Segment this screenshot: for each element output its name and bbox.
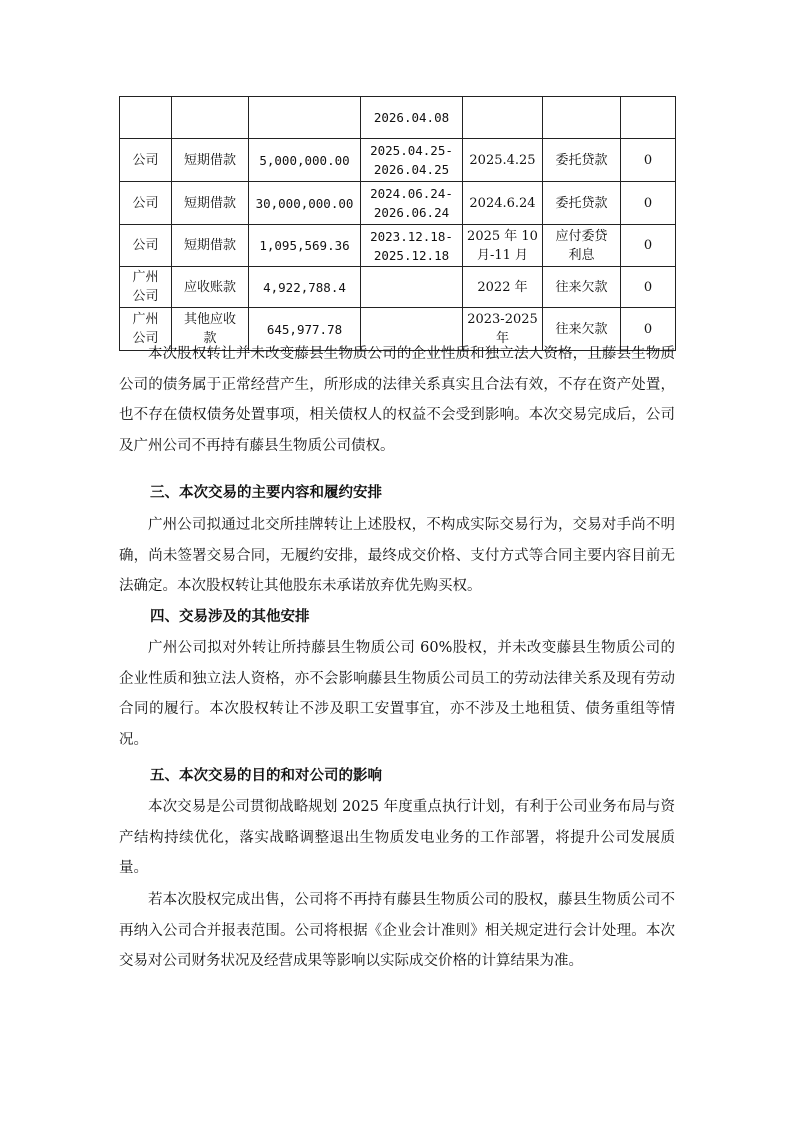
table-row <box>120 97 676 139</box>
table-cell-amount: 645,977.78 <box>249 308 361 351</box>
table-cell-value: 0 <box>621 267 676 308</box>
paragraph-purpose: 本次交易是公司贯彻战略规划 2025 年度重点执行计划，有利于公司业务布局与资产结构持续优化，落实战略调整退出生物质发电业务的工作部署，将提升公司发展质量。 <box>119 799 675 876</box>
table-cell-value <box>621 97 676 139</box>
table-cell-value: 0 <box>621 225 676 267</box>
table-cell-period: 2026.04.08 <box>361 97 463 139</box>
table-cell-party: 公司 <box>120 225 172 267</box>
table-cell-nature: 往来欠款 <box>543 308 621 351</box>
paragraph-transaction-content: 广州公司拟通过北交所挂牌转让上述股权，不构成实际交易行为，交易对手尚不明确，尚未签署交易合同，无履约安排，最终成交价格、支付方式等合同主要内容目前无法确定。本次股权转让其他股东未承诺放弃优先购买权。 <box>119 517 675 594</box>
paragraph-impact: 若本次股权完成出售，公司将不再持有藤县生物质公司的股权，藤县生物质公司不再纳入公司合并报表范围。公司将根据《企业会计准则》相关规定进行会计处理。本次交易对公司财务状况及经营成果等影响以实际成交价格的计算结果为准。 <box>119 892 675 969</box>
table-cell-amount: 1,095,569.36 <box>249 225 361 267</box>
table-cell-date: 2025 年 10 月-11 月 <box>463 225 543 267</box>
table-cell-nature: 应付委贷 利息 <box>543 225 621 267</box>
table-cell-item: 短期借款 <box>172 139 249 182</box>
section-heading-5: 五、本次交易的目的和对公司的影响 <box>150 768 382 784</box>
table-cell-party <box>120 97 172 139</box>
table-cell-value: 0 <box>621 182 676 225</box>
table-cell-date <box>463 97 543 139</box>
table-cell-nature: 委托贷款 <box>543 182 621 225</box>
table-cell-party: 广州 公司 <box>120 308 172 351</box>
table-cell-party: 公司 <box>120 139 172 182</box>
table-cell-period <box>361 267 463 308</box>
table-cell-amount: 4,922,788.4 <box>249 267 361 308</box>
table-cell-date: 2022 年 <box>463 267 543 308</box>
table-cell-party: 公司 <box>120 182 172 225</box>
debt-table <box>119 96 676 351</box>
table-row <box>120 225 676 267</box>
table-cell-value: 0 <box>621 308 676 351</box>
table-row <box>120 267 676 308</box>
table-cell-nature <box>543 97 621 139</box>
paragraph-debt-note: 本次股权转让并未改变藤县生物质公司的企业性质和独立法人资格，且藤县生物质公司的债务属于正常经营产生，所形成的法律关系真实且合法有效，不存在资产处置，也不存在债权债务处置事项，相关债权人的权益不会受到影响。本次交易完成后，公司及广州公司不再持有藤县生物质公司债权。 <box>119 346 675 454</box>
table-row <box>120 182 676 225</box>
section-heading-4: 四、交易涉及的其他安排 <box>150 609 310 625</box>
paragraph-other-arrangements: 广州公司拟对外转让所持藤县生物质公司 60%股权，并未改变藤县生物质公司的企业性质和独立法人资格，亦不会影响藤县生物质公司员工的劳动法律关系及现有劳动合同的履行。本次股权转让不涉及职工安置事宜，亦不涉及土地租赁、债务重组等情况。 <box>119 640 675 748</box>
table-cell-item: 应收账款 <box>172 267 249 308</box>
table-cell-nature: 往来欠款 <box>543 267 621 308</box>
table-cell-period: 2023.12.18- 2025.12.18 <box>361 225 463 267</box>
table-cell-date: 2023-2025 年 <box>463 308 543 351</box>
table-row <box>120 139 676 182</box>
table-cell-item: 短期借款 <box>172 182 249 225</box>
table-cell-party: 广州 公司 <box>120 267 172 308</box>
table-cell-amount: 30,000,000.00 <box>249 182 361 225</box>
table-cell-item <box>172 97 249 139</box>
table-cell-value: 0 <box>621 139 676 182</box>
section-heading-3: 三、本次交易的主要内容和履约安排 <box>150 485 382 501</box>
table-cell-period: 2024.06.24- 2026.06.24 <box>361 182 463 225</box>
table-cell-amount: 5,000,000.00 <box>249 139 361 182</box>
table-cell-date: 2025.4.25 <box>463 139 543 182</box>
table-cell-date: 2024.6.24 <box>463 182 543 225</box>
table-cell-item: 其他应收 款 <box>172 308 249 351</box>
table-cell-period: 2025.04.25- 2026.04.25 <box>361 139 463 182</box>
table-cell-amount <box>249 97 361 139</box>
table-cell-item: 短期借款 <box>172 225 249 267</box>
table-cell-nature: 委托贷款 <box>543 139 621 182</box>
